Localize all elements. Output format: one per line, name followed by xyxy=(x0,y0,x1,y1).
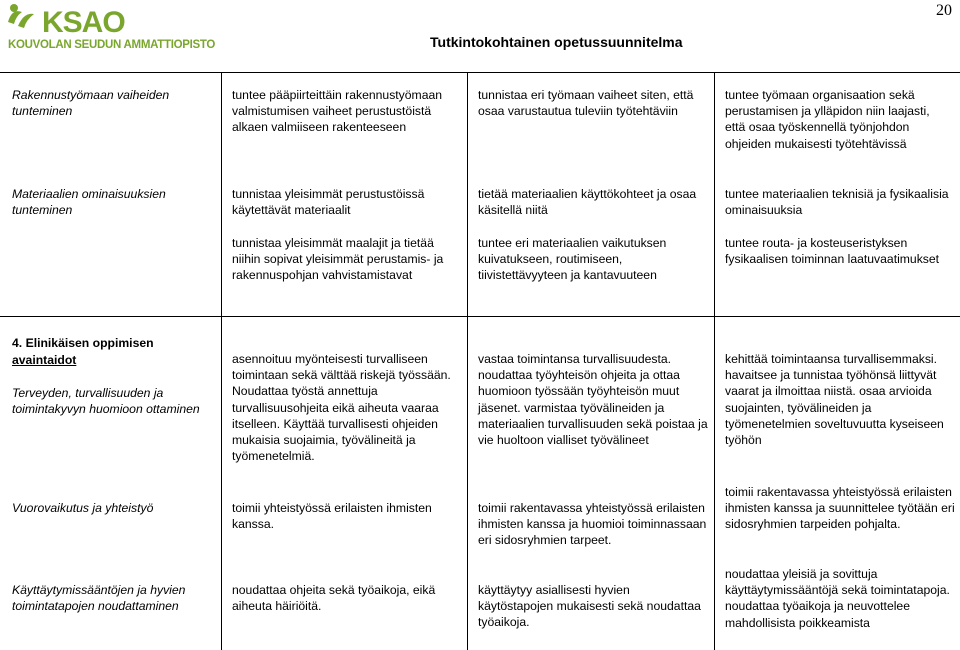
page-number: 20 xyxy=(936,2,952,19)
s4-c2-safety: vastaa toimintansa turvallisuudesta. noudattaa työyhteisön ohjeita ja ottaa huomioon työssään työyhteisön muut jäsenet. varmistaa työvälineiden ja materiaalien turvallisuuden sekä poistaa ja vie huoltoon vialliset työvälineet xyxy=(478,352,708,448)
cell-r2-c3b: tuntee routa- ja kosteuseristyksen fysikaalisen toiminnan laatuvaatimukset xyxy=(725,236,940,267)
section-heading-underlined: avaintaidot xyxy=(12,353,77,367)
cell-r2-c1b: tunnistaa yleisimmät maalajit ja tietää niihin sopivat yleisimmät perustamis- ja rakennuspohjan vahvistamistavat xyxy=(232,236,444,283)
section-divider xyxy=(0,316,960,317)
label-interaction: Vuorovaikutus ja yhteistyö xyxy=(12,501,154,515)
cell-r2-c3a: tuntee materiaalien teknisiä ja fysikaalisia ominaisuuksia xyxy=(725,187,949,218)
logo-text: KSAO xyxy=(42,6,125,39)
cell-r1-c3: tuntee työmaan organisaation sekä perustamisen ja ylläpidon niin laajasti, että osaa työskennellä työnjohdon ohjeiden mukaisesti työtehtävissä xyxy=(725,88,930,151)
label-health-safety: Terveyden, turvallisuuden ja toimintakyvyn huomioon ottaminen xyxy=(12,386,200,417)
row-label-construction-stages: Rakennustyömaan vaiheiden tunteminen xyxy=(12,88,170,119)
s4-c3-safety: kehittää toimintaansa turvallisemmaksi. havaitsee ja tunnistaa työhönsä liittyvät vaarat ja ilmoittaa niistä. osaa arvioida suojainten, työvälineiden ja työmenetelmien soveltuvuutta kyseiseen työhön xyxy=(725,352,944,448)
page-header xyxy=(0,0,960,62)
s4-c1-safety: asennoituu myönteisesti turvalliseen toimintaan sekä välttää riskejä työssään. Noudattaa työstä annettuja turvallisuusohjeita eikä aiheuta vaaraa itselleen. Käyttää turvallisesti ohjeiden mukaisia suojaimia, työvälineitä ja työmenetelmiä. xyxy=(232,352,451,464)
cell-r2-c2b: tuntee eri materiaalien vaikutuksen kuivatukseen, routimiseen, tiivistettävyyteen ja kantavuuteen xyxy=(478,236,667,283)
cell-r1-c2: tunnistaa eri työmaan vaiheet siten, että osaa varustautua tuleviin työtehtäviin xyxy=(478,88,694,119)
column-divider xyxy=(714,72,715,650)
s4-c1-conduct: noudattaa ohjeita sekä työaikoja, eikä aiheuta häiriöitä. xyxy=(232,583,436,614)
cell-r1-c1: tuntee pääpiirteittäin rakennustyömaan valmistumisen vaiheet perustustöistä alkaen valmiiseen rakenteeseen xyxy=(232,88,443,135)
s4-c1-interaction: toimii yhteistyössä erilaisten ihmisten kanssa. xyxy=(232,501,432,532)
row-label-materials: Materiaalien ominaisuuksien tunteminen xyxy=(12,187,166,218)
ksao-logo xyxy=(4,2,244,52)
section-number: 4. xyxy=(12,336,23,350)
column-divider xyxy=(221,72,222,650)
cell-r2-c2a: tietää materiaalien käyttökohteet ja osaa käsitellä niitä xyxy=(478,187,697,218)
s4-c3-conduct: noudattaa yleisiä ja sovittuja käyttäytymissääntöjä sekä toimintatapoja. noudattaa työaikoja ja neuvottelee mahdollisista poikkeamista xyxy=(725,567,950,630)
table-top-border xyxy=(0,72,960,73)
s4-c3-interaction: toimii rakentavassa yhteistyössä erilaisten ihmisten kanssa ja suunnittelee työtään eri sidosryhmien tarpeiden pohjalta. xyxy=(725,485,955,532)
section-heading-text: Elinikäisen oppimisen xyxy=(25,336,154,350)
s4-c2-interaction: toimii rakentavassa yhteistyössä erilaisten ihmisten kanssa ja huomioi toiminnassaan eri sidosryhmien tarpeet. xyxy=(478,501,707,548)
logo-mark-icon xyxy=(4,2,44,38)
label-conduct-rules: Käyttäytymissääntöjen ja hyvien toimintatapojen noudattaminen xyxy=(12,583,186,614)
s4-c2-conduct: käyttäytyy asiallisesti hyvien käytöstapojen mukaisesti sekä noudattaa työaikoja. xyxy=(478,583,701,630)
document-title: Tutkintokohtainen opetussuunnitelma xyxy=(430,34,683,50)
section-heading xyxy=(12,335,217,369)
column-divider xyxy=(467,72,468,650)
logo-subtitle: KOUVOLAN SEUDUN AMMATTIOPISTO xyxy=(8,39,216,51)
cell-r2-c1a: tunnistaa yleisimmät perustustöissä käytettävät materiaalit xyxy=(232,187,425,218)
